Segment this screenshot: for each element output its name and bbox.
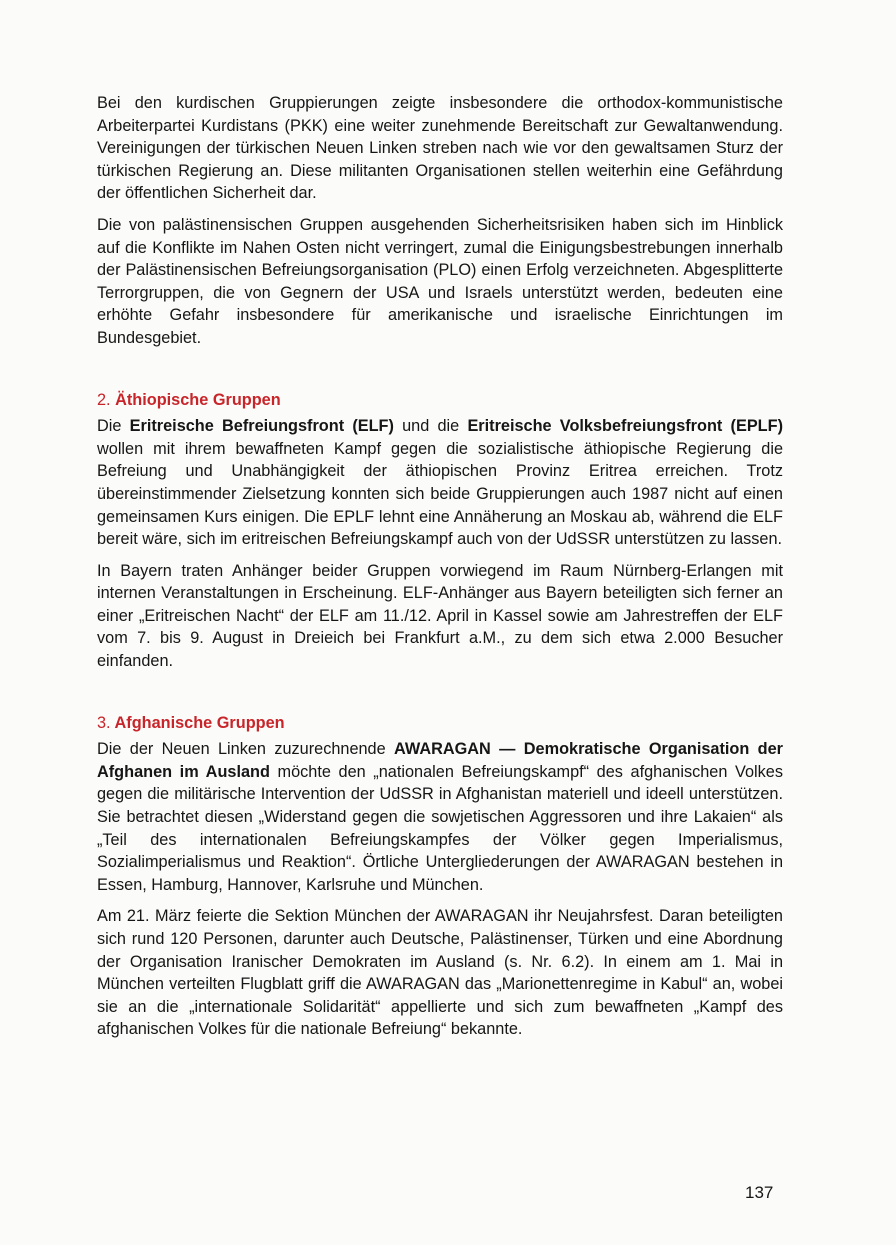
- paragraph-kurdish-groups: Bei den kurdischen Gruppierungen zeigte insbesondere die orthodox-kommunistische Arbeiterpartei Kurdistans (PKK) eine weiter zunehmende Bereitschaft zur Gewaltanwendung. Vereinigungen der türkischen Neuen Linken streben nach wie vor den gewaltsamen Sturz der türkischen Regierung an. Diese militanten Organisationen stellen weiterhin eine Gefährdung der öffentlichen Sicherheit dar.: [97, 94, 783, 203]
- paragraph-palestinian-groups: Die von palästinensischen Gruppen ausgehenden Sicherheitsrisiken haben sich im Hinblick auf die Konflikte im Nahen Osten nicht verringert, zumal die Einigungsbestrebungen innerhalb der Palästinensischen Befreiungsorganisation (PLO) einen Erfolg verzeichneten. Abgesplitterte Terrorgruppen, die von Gegnern der USA und Israels unterstützt werden, bedeuten eine erhöhte Gefahr insbesondere für amerikanische und israelische Einrichtungen im Bundesgebiet.: [97, 215, 783, 347]
- text-run: Die: [97, 417, 130, 436]
- section-title: Äthiopische Gruppen: [115, 390, 281, 409]
- text-run: wollen mit ihrem bewaffneten Kampf gegen die sozialistische äthiopische Regierung die Befreiung und Unabhängigkeit der äthiopischen Provinz Eritrea erreichen. Trotz übereinstimmender Zielsetzung konnten sich beide Gruppierungen auch 1987 nicht auf einen gemeinsamen Kurs einigen. Die EPLF lehnt eine Annäherung an Moskau ab, während die ELF bereit wäre, sich im eritreischen Befreiungskampf auch von der UdSSR unterstützen zu lassen.: [97, 439, 783, 549]
- paragraph-bavaria-supporters: In Bayern traten Anhänger beider Gruppen vorwiegend im Raum Nürnberg-Erlangen mit internen Veranstaltungen in Erscheinung. ELF-Anhänger aus Bayern beteiligten sich ferner an einer „Eritreischen Nacht“ der ELF am 11./12. April in Kassel sowie am Jahrestreffen der ELF vom 7. bis 9. August in Dreieich bei Frankfurt a.M., zu dem sich etwa 2.000 Besucher einfanden.: [97, 561, 783, 671]
- page-number: 137: [745, 1183, 774, 1202]
- section-heading-afghan: [97, 712, 783, 735]
- page-body: [97, 92, 783, 1050]
- section-number: 2.: [97, 390, 111, 409]
- bold-org-name: Eritreische Volksbefreiungsfront (EPLF): [467, 417, 783, 436]
- text-run: Die der Neuen Linken zuzurechnende: [97, 740, 395, 759]
- paragraph-eritrean-fronts: [97, 415, 783, 551]
- section-spacer: [97, 359, 783, 389]
- paragraph-new-year-festival: Am 21. März feierte die Sektion München der AWARAGAN ihr Neujahrsfest. Daran beteiligten sich rund 120 Personen, darunter auch Deutsche, Palästinenser, Türken und eine Abordnung der Organisation Iranischer Demokraten im Ausland (s. Nr. 6.2). In einem am 1. Mai in München verteilten Flugblatt griff die AWARAGAN das „Marionettenregime in Kabul“ an, wobei sie an die „internationale Solidarität“ appellierte und sich zum bewaffneten „Kampf des afghanischen Volkes für die nationale Befreiung“ bekannte.: [97, 907, 783, 1039]
- bold-org-name: AWARAGAN — Demokratische Organisation der Afghanen im Ausland: [97, 740, 783, 781]
- text-run: und die: [393, 417, 468, 436]
- section-number: 3.: [97, 713, 111, 732]
- paragraph-awaragan: [97, 738, 783, 896]
- section-title: Afghanische Gruppen: [114, 713, 285, 732]
- bold-org-name: Eritreische Befreiungsfront (ELF): [129, 417, 394, 436]
- section-spacer: [97, 682, 783, 712]
- text-run: möchte den „nationalen Befreiungskampf“ des afghanischen Volkes gegen die militärische Intervention der UdSSR in Afghanistan materiell und ideell unterstützen. Sie betrachtet diesen „Widerstand gegen die sowjetischen Aggressoren und ihre Lakaien“ als „Teil des internationalen Befreiungskampfes der Völker gegen Imperialismus, Sozialimperialismus und Reaktion“. Örtliche Untergliederungen der AWARAGAN bestehen in Essen, Hamburg, Hannover, Karlsruhe und München.: [97, 762, 783, 894]
- section-heading-ethiopian: [97, 389, 783, 412]
